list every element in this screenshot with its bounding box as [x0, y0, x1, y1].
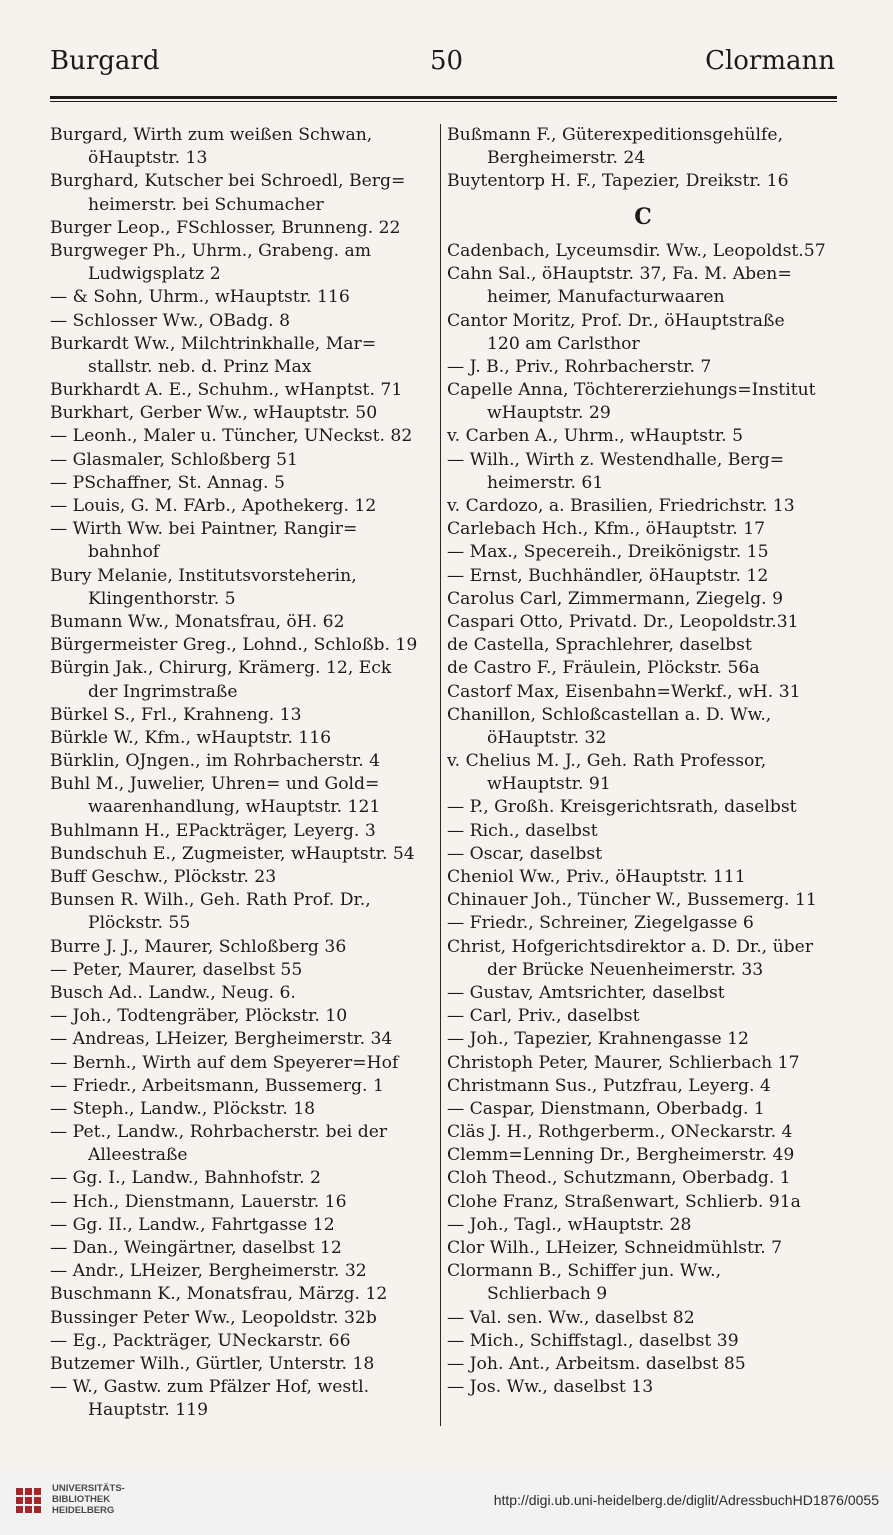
- directory-entry: — Andr., LHeizer, Bergheimerstr. 32: [50, 1261, 367, 1282]
- directory-entry: Cläs J. H., Rothgerberm., ONeckarstr. 4: [447, 1122, 793, 1143]
- directory-entry: Bury Melanie, Institutsvorsteherin,: [50, 565, 357, 586]
- directory-entry: Bürklin, OJngen., im Rohrbacherstr. 4: [50, 751, 381, 772]
- directory-entry: — Rich., daselbst: [447, 820, 598, 841]
- directory-entry: — Friedr., Arbeitsmann, Bussemerg. 1: [50, 1075, 384, 1096]
- directory-entry: Capelle Anna, Töchtererziehungs=Institut: [447, 380, 816, 401]
- directory-entry: Cloh Theod., Schutzmann, Oberbadg. 1: [447, 1168, 791, 1189]
- directory-entry: Bußmann F., Güterexpeditionsgehülfe,: [447, 125, 784, 145]
- permalink-url[interactable]: http://digi.ub.uni-heidelberg.de/diglit/AdressbuchHD1876/0055: [493, 1492, 879, 1508]
- directory-entry: — Dan., Weingärtner, daselbst 12: [50, 1238, 342, 1258]
- directory-entry: — Ernst, Buchhändler, öHauptstr. 12: [447, 565, 769, 586]
- directory-entry: Burkhardt A. E., Schuhm., wHanptst. 71: [50, 380, 403, 401]
- directory-entry: Busch Ad.. Landw., Neug. 6.: [50, 982, 296, 1003]
- directory-entry: — Caspar, Dienstmann, Oberbadg. 1: [447, 1098, 765, 1119]
- entry-continuation: wHauptstr. 29: [487, 403, 611, 424]
- right-column: [447, 124, 839, 1399]
- directory-entry: — Glasmaler, Schloßberg 51: [50, 449, 298, 470]
- directory-entry: — Friedr., Schreiner, Ziegelgasse 6: [447, 913, 754, 934]
- entry-continuation: Alleestraße: [88, 1145, 188, 1166]
- running-head-left: Burgard: [50, 46, 160, 76]
- directory-entry: Christ, Hofgerichtsdirektor a. D. Dr., über: [447, 936, 814, 957]
- entry-continuation: waarenhandlung, wHauptstr. 121: [88, 797, 381, 818]
- directory-entry: Burgard, Wirth zum weißen Schwan,: [50, 125, 373, 145]
- directory-entry: — Mich., Schiffstagl., daselbst 39: [447, 1330, 739, 1351]
- directory-entry: — Leonh., Maler u. Tüncher, UNeckst. 82: [50, 426, 413, 447]
- directory-entry: — Louis, G. M. FArb., Apothekerg. 12: [50, 496, 377, 516]
- footer-bar: [0, 1470, 893, 1535]
- entry-continuation: heimerstr. 61: [487, 472, 604, 493]
- directory-entry: — Val. sen. Ww., daselbst 82: [447, 1307, 695, 1328]
- directory-entry: — Hch., Dienstmann, Lauerstr. 16: [50, 1191, 347, 1212]
- directory-entry: Bürkel S., Frl., Krahneng. 13: [50, 704, 302, 725]
- directory-entry: v. Chelius M. J., Geh. Rath Professor,: [447, 751, 767, 772]
- directory-entry: Bunsen R. Wilh., Geh. Rath Prof. Dr.,: [50, 890, 371, 911]
- directory-entry: — Wirth Ww. bei Paintner, Rangir=: [50, 519, 358, 540]
- directory-entry: — Joh., Tagl., wHauptstr. 28: [447, 1214, 692, 1235]
- entry-continuation: Klingenthorstr. 5: [88, 588, 236, 609]
- directory-entry: Clemm=Lenning Dr., Bergheimerstr. 49: [447, 1145, 795, 1166]
- directory-entry: — Peter, Maurer, daselbst 55: [50, 959, 303, 980]
- entry-continuation: wHauptstr. 91: [487, 774, 611, 795]
- entry-continuation: Bergheimerstr. 24: [487, 148, 646, 169]
- directory-entry: — W., Gastw. zum Pfälzer Hof, westl.: [50, 1377, 370, 1398]
- library-name-line: UNIVERSITÄTS-: [52, 1483, 125, 1494]
- directory-entry: Carlebach Hch., Kfm., öHauptstr. 17: [447, 519, 766, 540]
- page-number: 50: [429, 46, 464, 76]
- directory-entry: Cheniol Ww., Priv., öHauptstr. 111: [447, 867, 746, 888]
- directory-entry: — Gg. II., Landw., Fahrtgasse 12: [50, 1214, 335, 1235]
- library-name-line: HEIDELBERG: [52, 1505, 115, 1516]
- directory-entry: Chinauer Joh., Tüncher W., Bussemerg. 11: [447, 890, 817, 911]
- directory-entry: — Carl, Priv., daselbst: [447, 1006, 640, 1027]
- section-letter: C: [634, 203, 652, 230]
- directory-entry: Bussinger Peter Ww., Leopoldstr. 32b: [50, 1307, 377, 1328]
- directory-entry: Bürgermeister Greg., Lohnd., Schloßb. 19: [50, 635, 418, 656]
- directory-entry: Castorf Max, Eisenbahn=Werkf., wH. 31: [447, 681, 801, 702]
- directory-entry: — Joh., Todtengräber, Plöckstr. 10: [50, 1006, 348, 1027]
- directory-entry: — Wilh., Wirth z. Westendhalle, Berg=: [447, 449, 785, 470]
- directory-entry: Buhl M., Juwelier, Uhren= und Gold=: [50, 774, 380, 795]
- directory-entry: — Joh., Tapezier, Krahnengasse 12: [447, 1029, 749, 1050]
- directory-entry: de Castro F., Fräulein, Plöckstr. 56a: [447, 658, 760, 679]
- directory-entry: — Gg. I., Landw., Bahnhofstr. 2: [50, 1168, 321, 1189]
- directory-entry: — Bernh., Wirth auf dem Speyerer=Hof: [50, 1052, 399, 1073]
- directory-entry: Christmann Sus., Putzfrau, Leyerg. 4: [447, 1075, 771, 1096]
- directory-entry: — & Sohn, Uhrm., wHauptstr. 116: [50, 287, 350, 308]
- running-head-right: Clormann: [705, 46, 835, 76]
- directory-entry: — Gustav, Amtsrichter, daselbst: [447, 982, 725, 1003]
- directory-entry: Buschmann K., Monatsfrau, Märzg. 12: [50, 1284, 388, 1305]
- directory-entry: de Castella, Sprachlehrer, daselbst: [447, 635, 752, 656]
- header-rule-thick: [50, 96, 837, 99]
- header-rule-thin: [50, 101, 837, 102]
- entry-continuation: heimer, Manufacturwaaren: [487, 287, 725, 308]
- entry-continuation: bahnhof: [88, 542, 160, 563]
- directory-entry: — Schlosser Ww., OBadg. 8: [50, 310, 291, 331]
- directory-entry: — Steph., Landw., Plöckstr. 18: [50, 1098, 316, 1119]
- directory-entry: Buytentorp H. F., Tapezier, Dreikstr. 16: [447, 171, 789, 192]
- entry-continuation: öHauptstr. 32: [487, 727, 607, 748]
- directory-entry: v. Carben A., Uhrm., wHauptstr. 5: [447, 426, 744, 447]
- entry-continuation: heimerstr. bei Schumacher: [88, 194, 324, 215]
- directory-entry: — Eg., Packträger, UNeckarstr. 66: [50, 1330, 351, 1351]
- directory-entry: Buhlmann H., EPackträger, Leyerg. 3: [50, 820, 376, 841]
- entry-continuation: 120 am Carlsthor: [487, 333, 640, 354]
- directory-entry: Clohe Franz, Straßenwart, Schlierb. 91a: [447, 1191, 801, 1212]
- directory-entry: Burgweger Ph., Uhrm., Grabeng. am: [50, 240, 372, 261]
- directory-entry: Chanillon, Schloßcastellan a. D. Ww.,: [447, 704, 772, 725]
- directory-entry: Cadenbach, Lyceumsdir. Ww., Leopoldst.57: [447, 240, 826, 261]
- left-column: [50, 124, 434, 1423]
- directory-entry: — J. B., Priv., Rohrbacherstr. 7: [447, 356, 712, 377]
- directory-entry: Bundschuh E., Zugmeister, wHauptstr. 54: [50, 843, 415, 864]
- directory-entry: Burkardt Ww., Milchtrinkhalle, Mar=: [50, 333, 377, 354]
- directory-entry: — PSchaffner, St. Annag. 5: [50, 472, 285, 493]
- directory-entry: v. Cardozo, a. Brasilien, Friedrichstr. 13: [447, 496, 795, 517]
- directory-entry: Burger Leop., FSchlosser, Brunneng. 22: [50, 217, 401, 238]
- directory-entry: — Andreas, LHeizer, Bergheimerstr. 34: [50, 1029, 393, 1050]
- directory-entry: Burkhart, Gerber Ww., wHauptstr. 50: [50, 403, 378, 424]
- entry-continuation: öHauptstr. 13: [88, 148, 208, 169]
- directory-entry: Cantor Moritz, Prof. Dr., öHauptstraße: [447, 310, 785, 331]
- directory-entry: Buff Geschw., Plöckstr. 23: [50, 867, 277, 887]
- entry-continuation: der Brücke Neuenheimerstr. 33: [487, 959, 764, 980]
- directory-entry: — Joh. Ant., Arbeitsm. daselbst 85: [447, 1353, 746, 1374]
- directory-entry: — Jos. Ww., daselbst 13: [447, 1377, 654, 1398]
- directory-entry: Bürkle W., Kfm., wHauptstr. 116: [50, 727, 332, 748]
- directory-entry: Butzemer Wilh., Gürtler, Unterstr. 18: [50, 1353, 375, 1374]
- directory-entry: Carolus Carl, Zimmermann, Ziegelg. 9: [447, 588, 784, 609]
- university-library-logo-icon: [14, 1486, 44, 1516]
- directory-entry: Bürgin Jak., Chirurg, Krämerg. 12, Eck: [50, 658, 392, 679]
- directory-entry: — P., Großh. Kreisgerichtsrath, daselbst: [447, 797, 797, 818]
- directory-entry: Clor Wilh., LHeizer, Schneidmühlstr. 7: [447, 1238, 783, 1259]
- directory-entry: — Max., Specereih., Dreikönigstr. 15: [447, 542, 769, 563]
- entry-continuation: der Ingrimstraße: [88, 681, 238, 702]
- directory-entry: Bumann Ww., Monatsfrau, öH. 62: [50, 611, 345, 632]
- entry-continuation: Ludwigsplatz 2: [88, 264, 221, 285]
- entry-continuation: Schlierbach 9: [487, 1284, 608, 1305]
- entry-continuation: stallstr. neb. d. Prinz Max: [88, 356, 312, 377]
- directory-entry: — Oscar, daselbst: [447, 843, 603, 864]
- directory-entry: Burre J. J., Maurer, Schloßberg 36: [50, 936, 347, 957]
- directory-entry: Cahn Sal., öHauptstr. 37, Fa. M. Aben=: [447, 264, 792, 285]
- entry-continuation: Hauptstr. 119: [88, 1400, 209, 1421]
- directory-entry: Christoph Peter, Maurer, Schlierbach 17: [447, 1052, 800, 1073]
- directory-entry: Caspari Otto, Privatd. Dr., Leopoldstr.31: [447, 611, 799, 632]
- library-name: [52, 1483, 125, 1516]
- entry-continuation: Plöckstr. 55: [88, 913, 191, 934]
- directory-entry: Clormann B., Schiffer jun. Ww.,: [447, 1261, 722, 1282]
- column-divider: [440, 124, 441, 1426]
- library-name-line: BIBLIOTHEK: [52, 1494, 111, 1505]
- directory-entry: — Pet., Landw., Rohrbacherstr. bei der: [50, 1122, 388, 1143]
- directory-entry: Burghard, Kutscher bei Schroedl, Berg=: [50, 171, 406, 192]
